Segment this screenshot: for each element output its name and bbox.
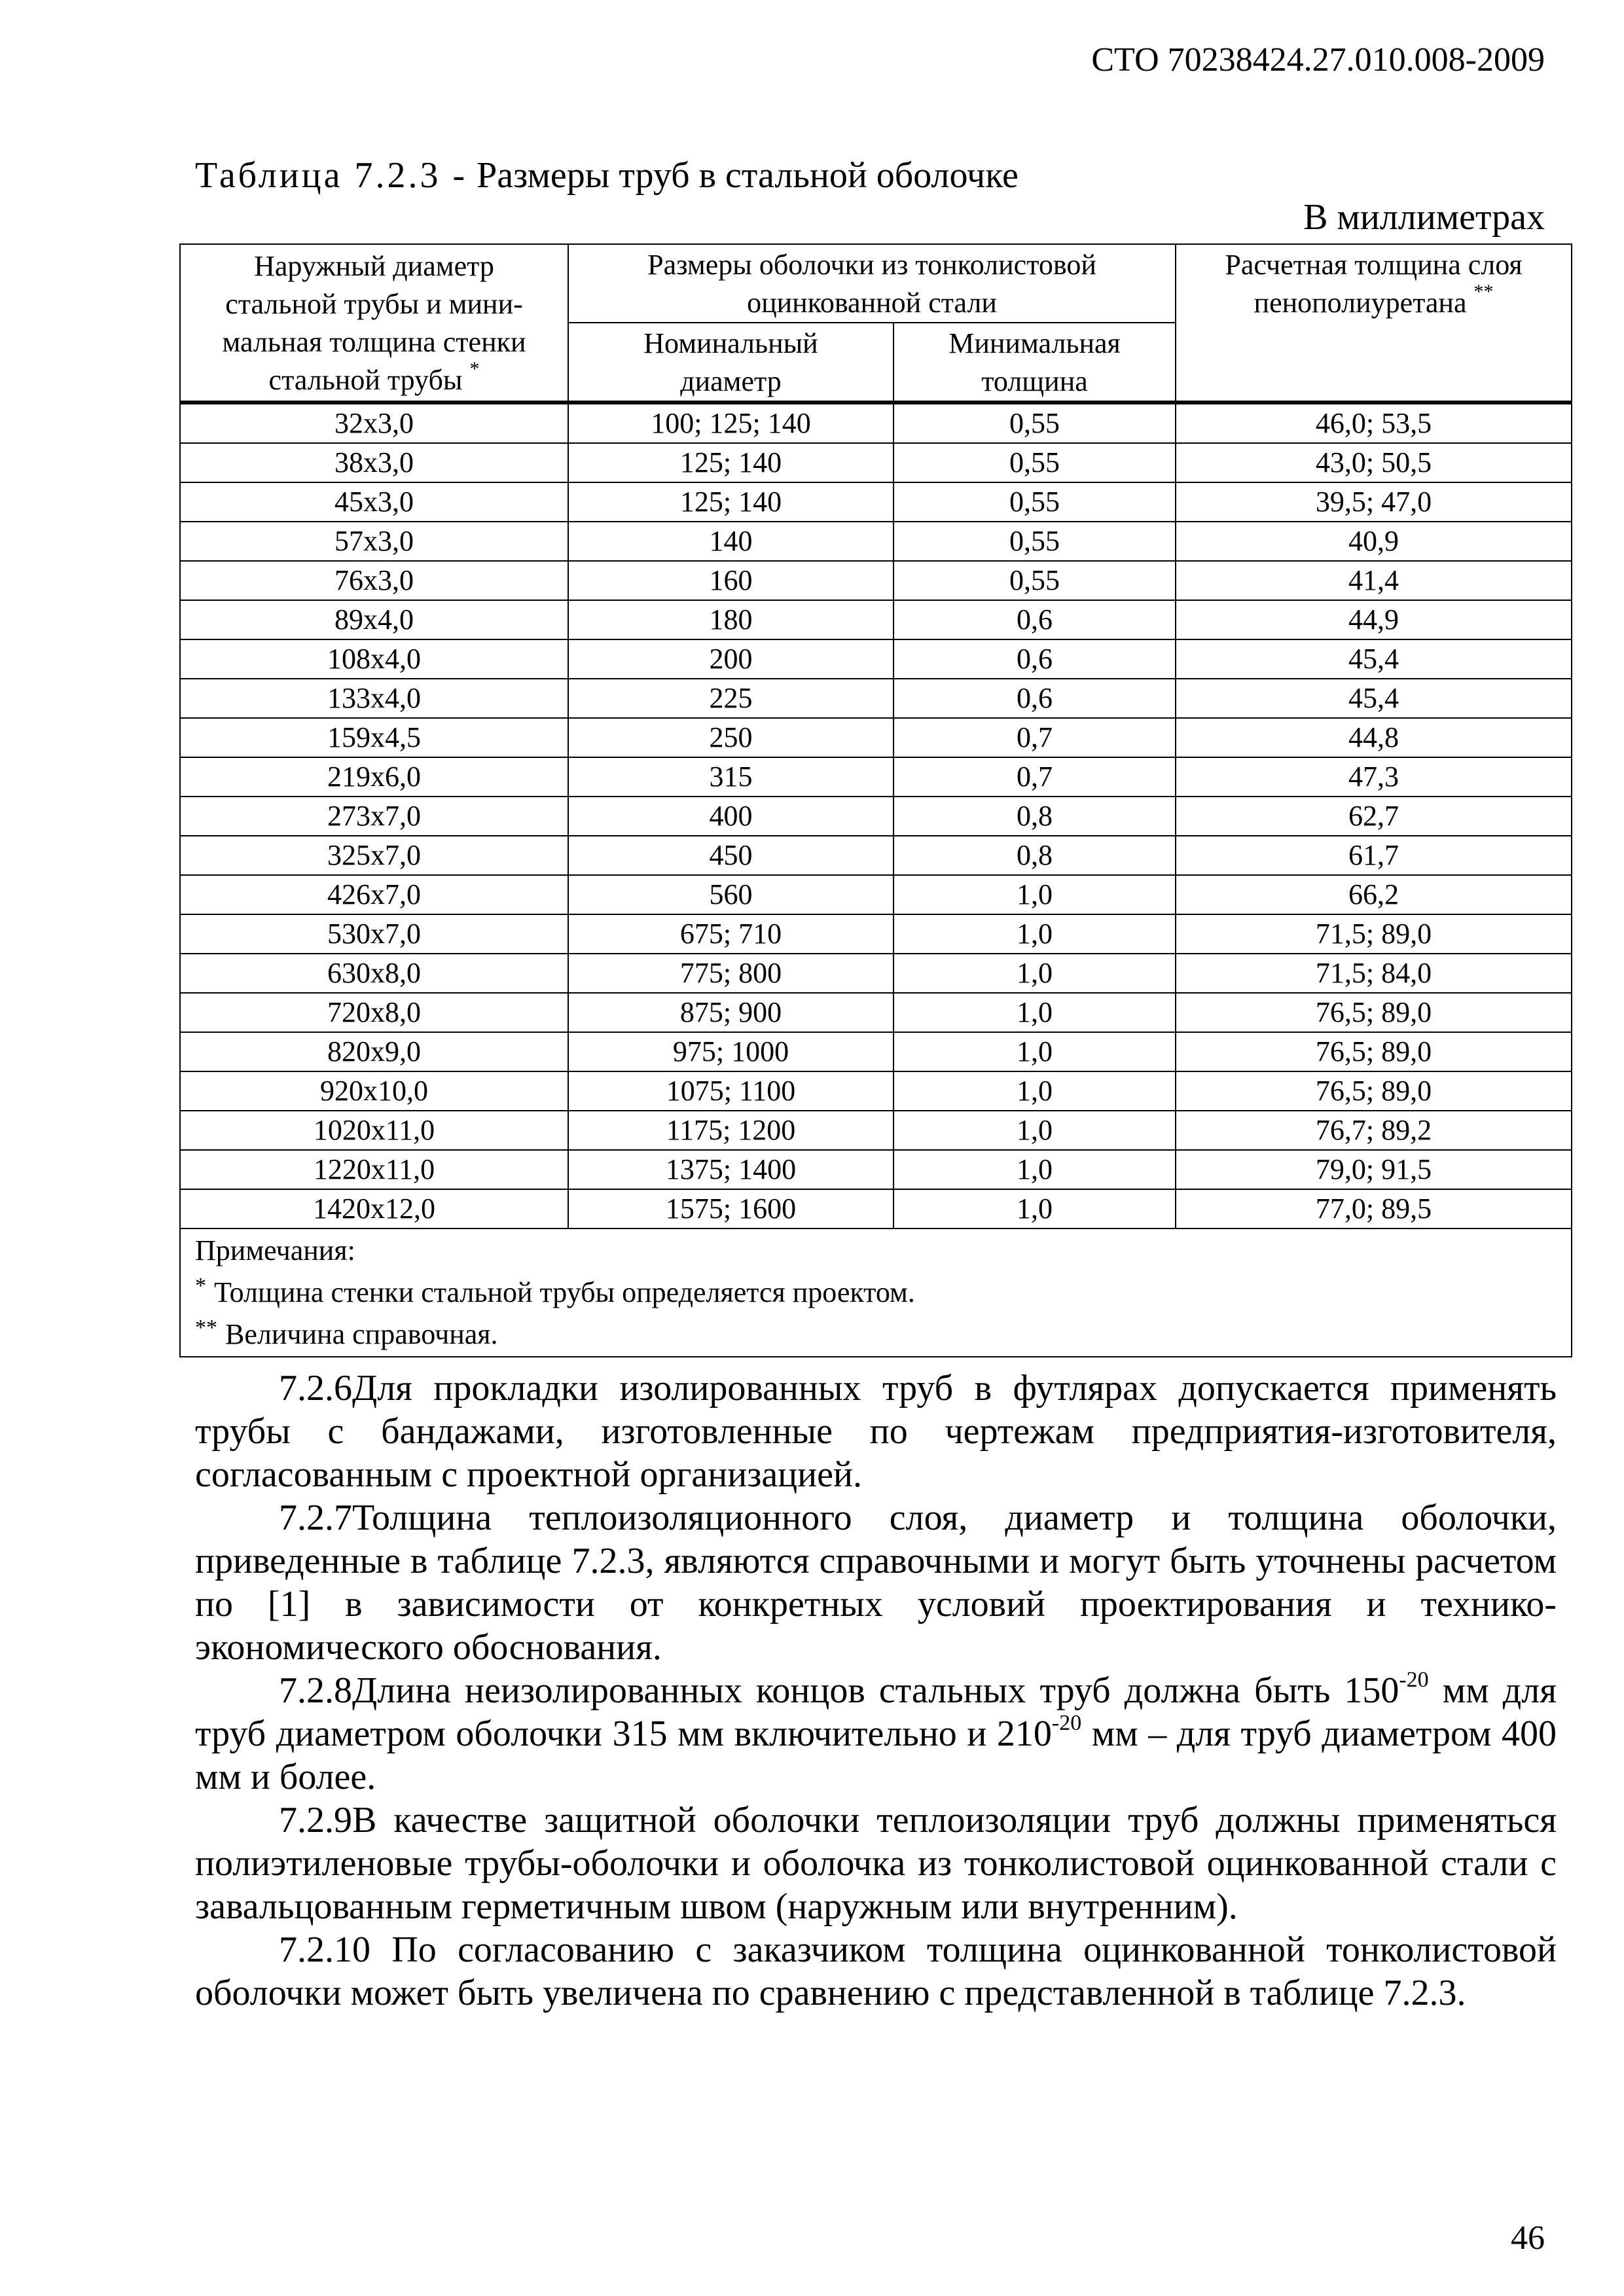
cell-nominal-diameter: 400 bbox=[568, 797, 893, 836]
table-notes bbox=[180, 1229, 1572, 1357]
cell-ppu-thickness: 76,5; 89,0 bbox=[1176, 1071, 1572, 1111]
cell-min-thickness: 0,8 bbox=[893, 836, 1176, 875]
cell-pipe-size: 1020х11,0 bbox=[180, 1111, 568, 1150]
page-number: 46 bbox=[1511, 2219, 1545, 2257]
cell-pipe-size: 219х6,0 bbox=[180, 757, 568, 797]
header-ppu-thickness bbox=[1176, 244, 1572, 403]
paragraph-text: 7.2.8Длина неизолированных концов стальных труб должна быть 150 bbox=[279, 1670, 1399, 1711]
tolerance-superscript: -20 bbox=[1051, 1711, 1082, 1735]
cell-pipe-size: 820х9,0 bbox=[180, 1032, 568, 1071]
header-outer-diameter bbox=[180, 244, 568, 403]
notes-title: Примечания: bbox=[195, 1234, 355, 1266]
cell-min-thickness: 0,55 bbox=[893, 443, 1176, 482]
table-row bbox=[180, 1111, 1572, 1150]
cell-min-thickness: 1,0 bbox=[893, 993, 1176, 1032]
cell-nominal-diameter: 100; 125; 140 bbox=[568, 403, 893, 443]
table-row bbox=[180, 639, 1572, 679]
cell-nominal-diameter: 200 bbox=[568, 639, 893, 679]
table-row bbox=[180, 875, 1572, 914]
cell-min-thickness: 0,55 bbox=[893, 403, 1176, 443]
cell-nominal-diameter: 140 bbox=[568, 522, 893, 561]
header-shell-dimensions bbox=[568, 244, 1176, 323]
cell-ppu-thickness: 71,5; 84,0 bbox=[1176, 954, 1572, 993]
header-nominal-diameter bbox=[568, 323, 893, 403]
cell-ppu-thickness: 46,0; 53,5 bbox=[1176, 403, 1572, 443]
cell-nominal-diameter: 125; 140 bbox=[568, 482, 893, 522]
cell-nominal-diameter: 250 bbox=[568, 718, 893, 757]
header-min-thickness bbox=[893, 323, 1176, 403]
cell-min-thickness: 1,0 bbox=[893, 875, 1176, 914]
cell-pipe-size: 108х4,0 bbox=[180, 639, 568, 679]
header-line: толщина bbox=[981, 365, 1088, 397]
tolerance-superscript: -20 bbox=[1399, 1668, 1429, 1692]
cell-nominal-diameter: 1175; 1200 bbox=[568, 1111, 893, 1150]
cell-ppu-thickness: 66,2 bbox=[1176, 875, 1572, 914]
cell-ppu-thickness: 79,0; 91,5 bbox=[1176, 1150, 1572, 1189]
note-1-text: Толщина стенки стальной трубы определяется проектом. bbox=[214, 1276, 915, 1308]
header-line: Расчетная толщина слоя bbox=[1225, 249, 1523, 281]
paragraph-7-2-6: 7.2.6Для прокладки изолированных труб в футлярах допускается применять трубы с бандажами, изготовленные по чертежам предприятия-изготовителя, согласованным с проектной организацией. bbox=[195, 1368, 1557, 1495]
cell-pipe-size: 133х4,0 bbox=[180, 679, 568, 718]
table-caption bbox=[195, 154, 1019, 196]
cell-min-thickness: 1,0 bbox=[893, 1032, 1176, 1071]
cell-nominal-diameter: 225 bbox=[568, 679, 893, 718]
cell-nominal-diameter: 675; 710 bbox=[568, 914, 893, 954]
cell-ppu-thickness: 39,5; 47,0 bbox=[1176, 482, 1572, 522]
cell-nominal-diameter: 875; 900 bbox=[568, 993, 893, 1032]
cell-pipe-size: 1420х12,0 bbox=[180, 1189, 568, 1229]
cell-ppu-thickness: 47,3 bbox=[1176, 757, 1572, 797]
footnote-mark: * bbox=[469, 358, 480, 380]
header-line: стальной трубы bbox=[268, 364, 463, 396]
cell-min-thickness: 0,55 bbox=[893, 561, 1176, 600]
table-row bbox=[180, 757, 1572, 797]
header-line: пенополиуретана bbox=[1254, 287, 1467, 319]
cell-ppu-thickness: 45,4 bbox=[1176, 679, 1572, 718]
header-line: Наружный диаметр bbox=[254, 250, 494, 282]
table-row bbox=[180, 1189, 1572, 1229]
cell-ppu-thickness: 76,5; 89,0 bbox=[1176, 993, 1572, 1032]
cell-nominal-diameter: 450 bbox=[568, 836, 893, 875]
cell-min-thickness: 0,6 bbox=[893, 600, 1176, 639]
note-1 bbox=[195, 1268, 1557, 1310]
table-caption-label: Таблица 7.2.3 - bbox=[195, 155, 468, 196]
pipe-dimensions-table bbox=[179, 243, 1572, 1357]
cell-pipe-size: 920х10,0 bbox=[180, 1071, 568, 1111]
cell-nominal-diameter: 775; 800 bbox=[568, 954, 893, 993]
table-units: В миллиметрах bbox=[1303, 197, 1545, 238]
header-line: Номинальный bbox=[643, 327, 818, 359]
cell-pipe-size: 45х3,0 bbox=[180, 482, 568, 522]
cell-min-thickness: 0,8 bbox=[893, 797, 1176, 836]
table-row bbox=[180, 993, 1572, 1032]
paragraph-text: мм – для труб диаметром 400 мм и более. bbox=[195, 1713, 1557, 1797]
table-row bbox=[180, 403, 1572, 443]
cell-min-thickness: 1,0 bbox=[893, 954, 1176, 993]
note-2-text: Величина справочная. bbox=[225, 1318, 498, 1350]
header-line: Минимальная bbox=[948, 327, 1121, 359]
paragraph-7-2-7: 7.2.7Толщина теплоизоляционного слоя, диаметр и толщина оболочки, приведенные в таблице 7.2.3, являются справочными и могут быть уточнены расчетом по [1] в зависимости от конкретных условий проектирования и технико-экономического обоснования. bbox=[195, 1498, 1557, 1668]
table-row bbox=[180, 1071, 1572, 1111]
cell-nominal-diameter: 975; 1000 bbox=[568, 1032, 893, 1071]
cell-ppu-thickness: 41,4 bbox=[1176, 561, 1572, 600]
cell-min-thickness: 0,7 bbox=[893, 718, 1176, 757]
cell-min-thickness: 1,0 bbox=[893, 1111, 1176, 1150]
table-row bbox=[180, 522, 1572, 561]
cell-nominal-diameter: 1375; 1400 bbox=[568, 1150, 893, 1189]
cell-min-thickness: 0,6 bbox=[893, 639, 1176, 679]
cell-min-thickness: 0,7 bbox=[893, 757, 1176, 797]
body-text bbox=[195, 1367, 1557, 2015]
table-row bbox=[180, 600, 1572, 639]
header-line: Размеры оболочки из тонколистовой bbox=[647, 249, 1096, 281]
table-row bbox=[180, 561, 1572, 600]
note-2 bbox=[195, 1310, 1557, 1352]
cell-pipe-size: 720х8,0 bbox=[180, 993, 568, 1032]
cell-ppu-thickness: 61,7 bbox=[1176, 836, 1572, 875]
table-row bbox=[180, 914, 1572, 954]
cell-ppu-thickness: 44,9 bbox=[1176, 600, 1572, 639]
cell-pipe-size: 89х4,0 bbox=[180, 600, 568, 639]
header-line: стальной трубы и мини- bbox=[225, 288, 523, 320]
document-code: СТО 70238424.27.010.008-2009 bbox=[1091, 41, 1545, 79]
note-1-mark: * bbox=[195, 1274, 206, 1298]
cell-min-thickness: 1,0 bbox=[893, 1150, 1176, 1189]
table-row bbox=[180, 836, 1572, 875]
cell-pipe-size: 530х7,0 bbox=[180, 914, 568, 954]
cell-pipe-size: 1220х11,0 bbox=[180, 1150, 568, 1189]
cell-pipe-size: 630х8,0 bbox=[180, 954, 568, 993]
table-row bbox=[180, 954, 1572, 993]
header-line: диаметр bbox=[680, 365, 782, 397]
cell-pipe-size: 38х3,0 bbox=[180, 443, 568, 482]
cell-ppu-thickness: 62,7 bbox=[1176, 797, 1572, 836]
header-line: оцинкованной стали bbox=[747, 287, 997, 319]
cell-nominal-diameter: 1075; 1100 bbox=[568, 1071, 893, 1111]
cell-pipe-size: 426х7,0 bbox=[180, 875, 568, 914]
cell-nominal-diameter: 1575; 1600 bbox=[568, 1189, 893, 1229]
cell-pipe-size: 325х7,0 bbox=[180, 836, 568, 875]
cell-pipe-size: 57х3,0 bbox=[180, 522, 568, 561]
cell-nominal-diameter: 560 bbox=[568, 875, 893, 914]
cell-pipe-size: 76х3,0 bbox=[180, 561, 568, 600]
cell-min-thickness: 1,0 bbox=[893, 1189, 1176, 1229]
cell-pipe-size: 273х7,0 bbox=[180, 797, 568, 836]
table-row bbox=[180, 718, 1572, 757]
cell-ppu-thickness: 77,0; 89,5 bbox=[1176, 1189, 1572, 1229]
cell-nominal-diameter: 180 bbox=[568, 600, 893, 639]
cell-ppu-thickness: 40,9 bbox=[1176, 522, 1572, 561]
table-row bbox=[180, 679, 1572, 718]
footnote-mark: ** bbox=[1473, 281, 1494, 302]
paragraph-text: мм для труб диаметром оболочки 315 мм включительно и 210 bbox=[195, 1670, 1557, 1754]
table-row bbox=[180, 1032, 1572, 1071]
cell-min-thickness: 0,55 bbox=[893, 522, 1176, 561]
cell-nominal-diameter: 160 bbox=[568, 561, 893, 600]
cell-nominal-diameter: 125; 140 bbox=[568, 443, 893, 482]
table-row bbox=[180, 797, 1572, 836]
cell-pipe-size: 32х3,0 bbox=[180, 403, 568, 443]
table-row bbox=[180, 482, 1572, 522]
cell-ppu-thickness: 44,8 bbox=[1176, 718, 1572, 757]
note-2-mark: ** bbox=[195, 1316, 217, 1340]
cell-ppu-thickness: 43,0; 50,5 bbox=[1176, 443, 1572, 482]
paragraph-7-2-9: 7.2.9В качестве защитной оболочки теплоизоляции труб должны применяться полиэтиленовые трубы-оболочки и оболочка из тонколистовой оцинкованной стали с завальцованным герметичным швом (наружным или внутренним). bbox=[195, 1800, 1557, 1927]
cell-nominal-diameter: 315 bbox=[568, 757, 893, 797]
cell-min-thickness: 1,0 bbox=[893, 914, 1176, 954]
cell-min-thickness: 1,0 bbox=[893, 1071, 1176, 1111]
cell-ppu-thickness: 45,4 bbox=[1176, 639, 1572, 679]
paragraph-7-2-8 bbox=[195, 1669, 1557, 1799]
table-row bbox=[180, 443, 1572, 482]
table-row bbox=[180, 1150, 1572, 1189]
table-caption-title: Размеры труб в стальной оболочке bbox=[477, 155, 1019, 196]
cell-pipe-size: 159х4,5 bbox=[180, 718, 568, 757]
cell-ppu-thickness: 71,5; 89,0 bbox=[1176, 914, 1572, 954]
cell-ppu-thickness: 76,7; 89,2 bbox=[1176, 1111, 1572, 1150]
cell-ppu-thickness: 76,5; 89,0 bbox=[1176, 1032, 1572, 1071]
header-line: мальная толщина стенки bbox=[222, 326, 526, 358]
cell-min-thickness: 0,6 bbox=[893, 679, 1176, 718]
cell-min-thickness: 0,55 bbox=[893, 482, 1176, 522]
paragraph-7-2-10: 7.2.10 По согласованию с заказчиком толщина оцинкованной тонколистовой оболочки может быть увеличена по сравнению с представленной в таблице 7.2.3. bbox=[195, 1929, 1557, 2013]
